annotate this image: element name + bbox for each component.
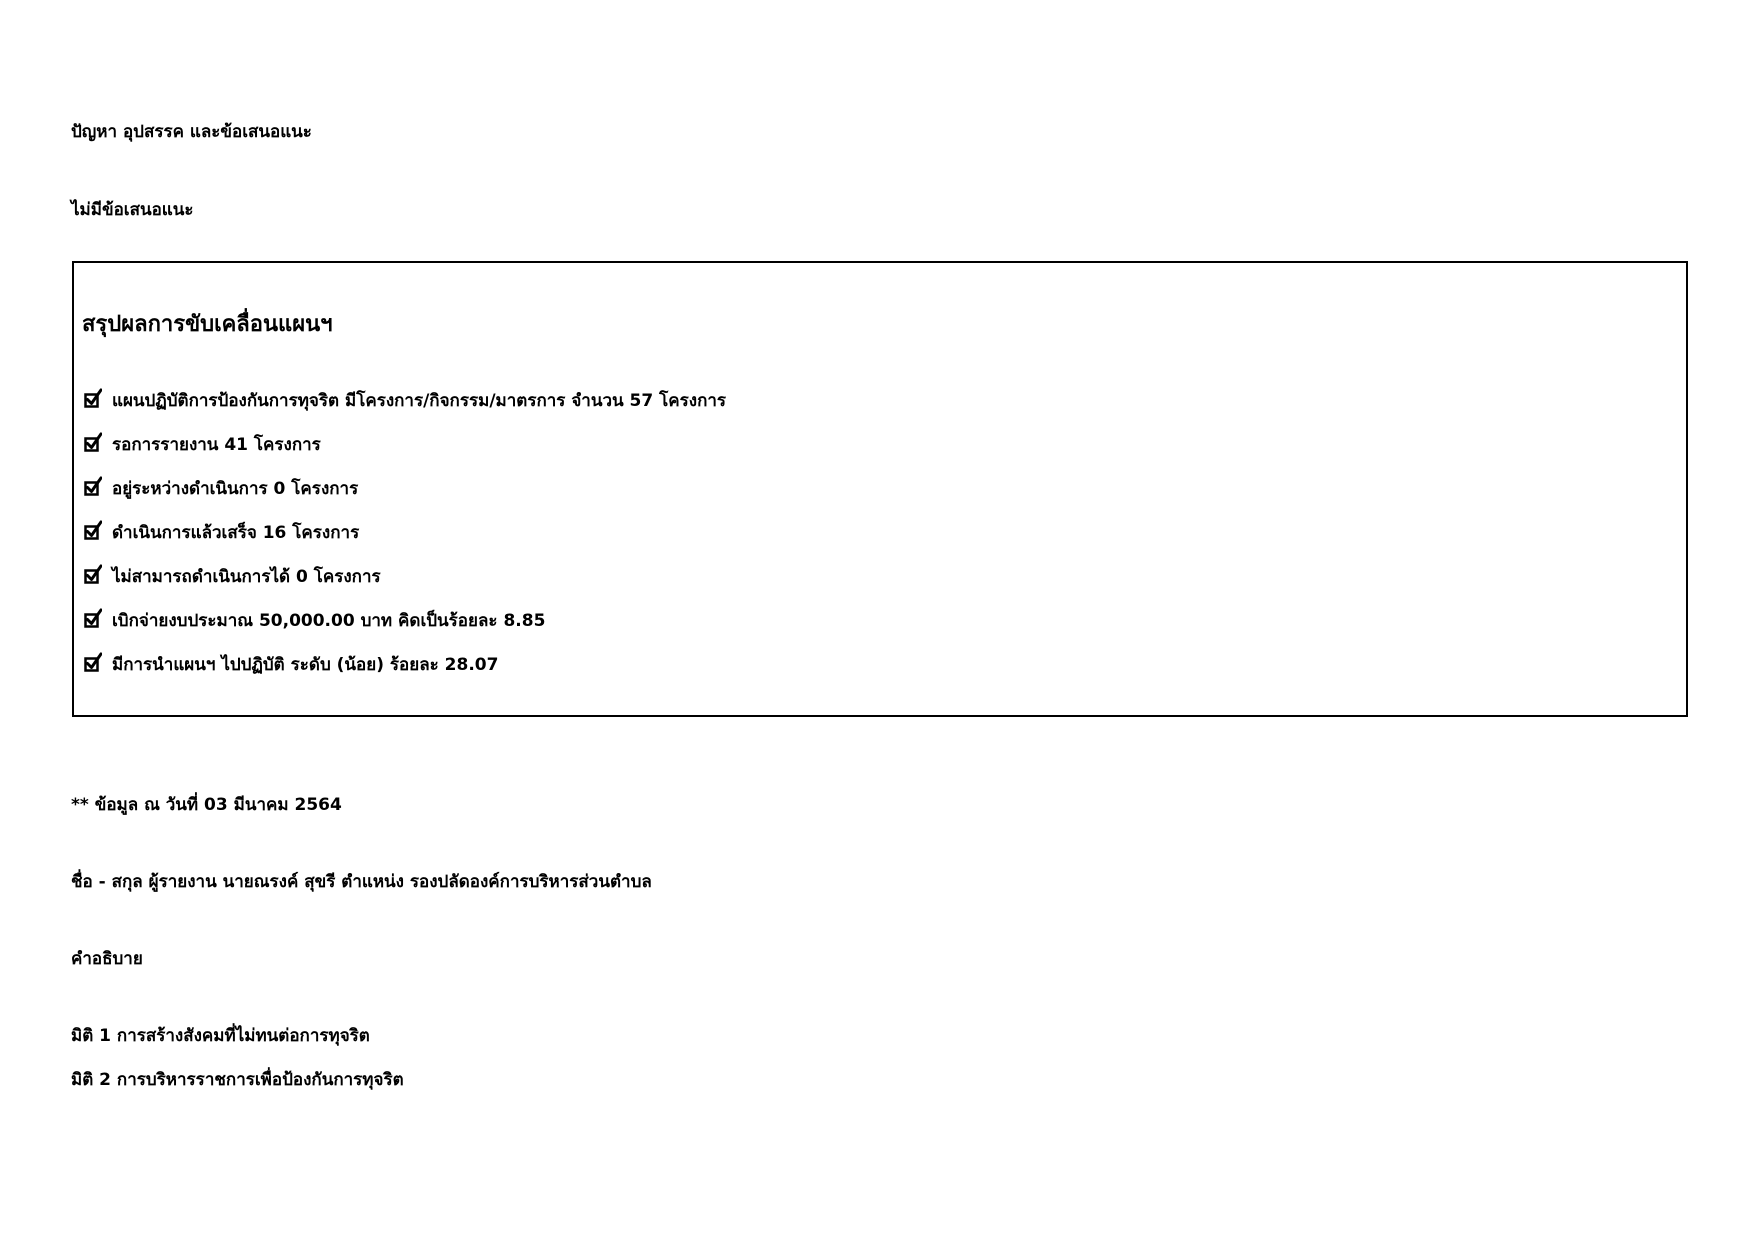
summary-item xyxy=(84,609,545,633)
data-date: ** ข้อมูล ณ วันที่ 03 มีนาคม 2564 xyxy=(71,795,342,815)
dimension-2: มิติ 2 การบริหารราชการเพื่อป้องกันการทุจริต xyxy=(71,1070,404,1090)
checkbox-check-icon xyxy=(84,388,102,408)
explanation-heading: คำอธิบาย xyxy=(71,949,143,969)
reporter-info: ชื่อ - สกุล ผู้รายงาน นายณรงค์ สุขรี ตำแหน่ง รองปลัดองค์การบริหารส่วนตำบล xyxy=(71,872,652,892)
summary-item xyxy=(84,433,321,457)
checkbox-check-icon xyxy=(84,564,102,584)
summary-item xyxy=(84,565,381,589)
checkbox-check-icon xyxy=(84,520,102,540)
summary-item-text: เบิกจ่ายงบประมาณ 50,000.00 บาท คิดเป็นร้อยละ 8.85 xyxy=(112,611,546,631)
problems-heading: ปัญหา อุปสรรค และข้อเสนอแนะ xyxy=(71,122,312,142)
checkbox-check-icon xyxy=(84,476,102,496)
summary-box xyxy=(72,261,1688,717)
summary-item-text: มีการนำแผนฯ ไปปฏิบัติ ระดับ (น้อย) ร้อยละ 28.07 xyxy=(112,655,499,675)
summary-item xyxy=(84,653,498,677)
summary-item xyxy=(84,477,358,501)
problems-text: ไม่มีข้อเสนอแนะ xyxy=(71,200,194,220)
summary-item xyxy=(84,521,359,545)
summary-item-text: แผนปฏิบัติการป้องกันการทุจริต มีโครงการ/กิจกรรม/มาตรการ จำนวน 57 โครงการ xyxy=(112,391,727,411)
checkbox-check-icon xyxy=(84,652,102,672)
summary-item-text: อยู่ระหว่างดำเนินการ 0 โครงการ xyxy=(112,479,359,499)
summary-item-text: รอการรายงาน 41 โครงการ xyxy=(112,435,321,455)
checkbox-check-icon xyxy=(84,432,102,452)
summary-item-text: ดำเนินการแล้วเสร็จ 16 โครงการ xyxy=(112,523,360,543)
summary-item xyxy=(84,389,726,413)
summary-title: สรุปผลการขับเคลื่อนแผนฯ xyxy=(82,312,333,337)
checkbox-check-icon xyxy=(84,608,102,628)
dimension-1: มิติ 1 การสร้างสังคมที่ไม่ทนต่อการทุจริต xyxy=(71,1026,370,1046)
summary-item-text: ไม่สามารถดำเนินการได้ 0 โครงการ xyxy=(112,567,381,587)
